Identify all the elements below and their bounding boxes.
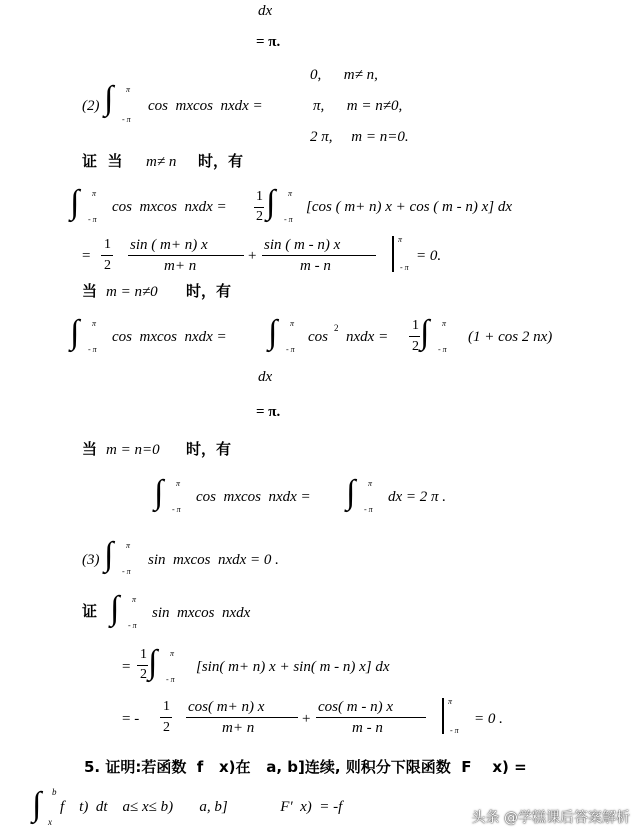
integral-upper: b (52, 787, 57, 797)
equals-zero: = 0 . (474, 711, 503, 727)
cos: cos (308, 329, 328, 345)
integral-lower: - π (364, 505, 373, 514)
integral-lower: - π (438, 345, 447, 354)
squared: 2 (334, 323, 339, 333)
evaluation-bar (392, 236, 394, 272)
integral-lower: - π (172, 505, 181, 514)
integral-lower: - π (128, 621, 137, 630)
proof3-expr: sin mxcos nxdx (152, 605, 251, 621)
fraction-line (316, 717, 426, 718)
integral-sign: ∫ (420, 314, 430, 351)
integral-sign: ∫ (70, 184, 80, 221)
half-den: 2 (104, 258, 111, 273)
eq3-mid: nxdx = (346, 329, 389, 345)
case-mid: π, m = n≠0, (313, 98, 403, 114)
eval-lower: - π (400, 263, 409, 272)
problem-3-label: (3) (82, 552, 100, 568)
integral-upper: π (92, 319, 97, 328)
integral-sign: ∫ (104, 80, 114, 117)
integral-upper: π (132, 595, 137, 604)
eq3-right: (1 + cos 2 nx) (468, 329, 553, 345)
equals-zero: = 0. (416, 248, 442, 264)
fraction-line (137, 665, 148, 666)
fraction-num: sin ( m+ n) x (130, 237, 208, 253)
plus: + (248, 248, 257, 264)
integral-lower: - π (88, 215, 97, 224)
integral-lower: - π (122, 567, 131, 576)
integral-sign: ∫ (70, 314, 80, 351)
integral-upper: π (92, 189, 97, 198)
watermark: 头条 @学糕课后答案解析 (471, 810, 630, 826)
eq1-right: [cos ( m+ n) x + cos ( m - n) x] dx (306, 199, 513, 215)
eq3-left: cos mxcos nxdx = (112, 329, 227, 345)
proof-tail: 时，有 (198, 152, 244, 170)
integral-sign: ∫ (268, 314, 278, 351)
integral-lower: - π (166, 675, 175, 684)
half-den: 2 (140, 667, 147, 682)
eq1-left: cos mxcos nxdx = (112, 199, 227, 215)
integral-upper: π (126, 85, 131, 94)
dx-line: dx (258, 369, 273, 385)
question-5-text: 5. 证明:若函数 f x)在 a, b]连续, 则积分下限函数 F x) = (84, 758, 527, 776)
case-head: 当 (82, 282, 98, 300)
half-num: 1 (412, 318, 419, 333)
half-den: 2 (412, 339, 419, 354)
problem-2-expr: cos mxcos nxdx = (148, 98, 263, 114)
eval-lower: - π (450, 726, 459, 735)
integral-upper: π (126, 541, 131, 550)
integral-sign: ∫ (32, 786, 42, 823)
case-bot: 2 π, m = n=0. (310, 129, 409, 145)
case-tail: 时，有 (186, 282, 232, 300)
half-den: 2 (163, 720, 170, 735)
question-5-line2: f t) dt a≤ x≤ b) a, b] F′ x) = -f (60, 799, 343, 815)
case-cond: m = n=0 (106, 442, 160, 458)
fraction-den: m+ n (164, 258, 197, 274)
integral-lower: - π (286, 345, 295, 354)
fraction-line (409, 336, 420, 337)
eq5-right: [sin( m+ n) x + sin( m - n) x] dx (196, 659, 390, 675)
case-head: 当 (82, 440, 98, 458)
fraction-den: m - n (352, 720, 383, 736)
fraction-line (160, 717, 172, 718)
fraction-line (262, 255, 376, 256)
case-cond: m = n≠0 (106, 284, 158, 300)
fraction-line (186, 717, 298, 718)
integral-lower: x (48, 817, 52, 827)
half-num: 1 (140, 647, 147, 662)
eq4-right: dx = 2 π . (388, 489, 447, 505)
case-tail: 时，有 (186, 440, 232, 458)
case-top: 0, m≠ n, (310, 67, 378, 83)
integral-upper: π (288, 189, 293, 198)
integral-upper: π (290, 319, 295, 328)
proof-head: 证 当 (82, 152, 123, 170)
integral-sign: ∫ (266, 184, 276, 221)
integral-upper: π (170, 649, 175, 658)
integral-sign: ∫ (154, 474, 164, 511)
dx-line: dx (258, 3, 273, 19)
equals-pi-line: = π. (256, 404, 281, 420)
integral-lower: - π (88, 345, 97, 354)
eq4-left: cos mxcos nxdx = (196, 489, 311, 505)
equals-pi-line: = π. (256, 34, 281, 50)
equals-minus: = - (122, 711, 140, 727)
problem-2-label: (2) (82, 98, 100, 114)
integral-upper: π (368, 479, 373, 488)
integral-upper: π (442, 319, 447, 328)
integral-sign: ∫ (346, 474, 356, 511)
integral-lower: - π (122, 115, 131, 124)
integral-lower: - π (284, 215, 293, 224)
fraction-line (101, 255, 113, 256)
eval-upper: π (448, 697, 453, 706)
half-num: 1 (256, 189, 263, 204)
fraction-line (128, 255, 244, 256)
proof-head: 证 (82, 602, 98, 620)
fraction-den: m+ n (222, 720, 255, 736)
evaluation-bar (442, 698, 444, 734)
integral-sign: ∫ (110, 590, 120, 627)
fraction-num: cos( m - n) x (318, 699, 393, 715)
half-num: 1 (104, 237, 111, 252)
integral-sign: ∫ (104, 536, 114, 573)
equals: = (122, 659, 131, 675)
integral-sign: ∫ (148, 644, 158, 681)
eval-upper: π (398, 235, 403, 244)
fraction-num: cos( m+ n) x (188, 699, 265, 715)
plus: + (302, 711, 311, 727)
fraction-den: m - n (300, 258, 331, 274)
proof-cond: m≠ n (146, 154, 177, 170)
integral-upper: π (176, 479, 181, 488)
fraction-line (254, 207, 264, 208)
half-num: 1 (163, 699, 170, 714)
equals: = (82, 248, 91, 264)
problem-3-expr: sin mxcos nxdx = 0 . (148, 552, 279, 568)
half-den: 2 (256, 209, 263, 224)
fraction-num: sin ( m - n) x (264, 237, 341, 253)
